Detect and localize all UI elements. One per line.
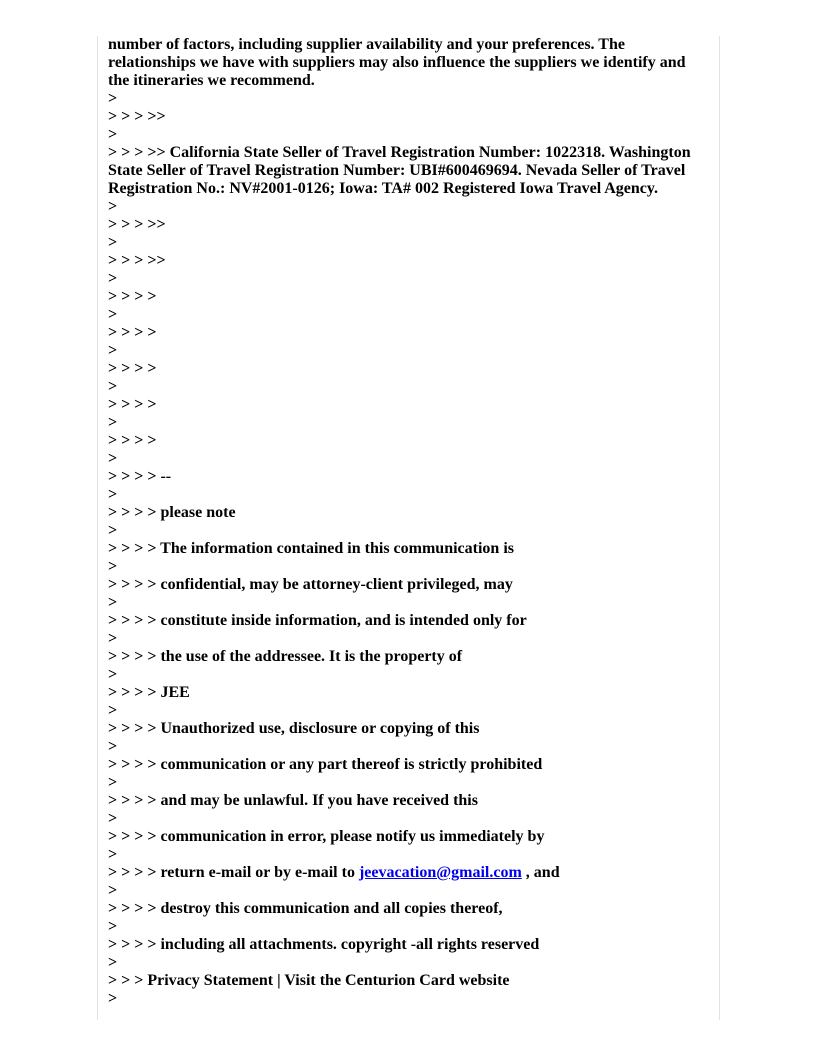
disclaimer-line: > > > > Unauthorized use, disclosure or copying of this [108,720,480,737]
quote-marker: > [108,666,118,683]
quote-marker: > [108,486,118,503]
quote-marker: > [108,918,118,935]
disclaimer-line: > > > > JEE [108,684,190,701]
quote-marker: > [108,846,118,863]
email-body [108,36,708,1008]
disclaimer-line: > > > > including all attachments. copyright -all rights reserved [108,936,540,953]
disclaimer-line: > > > > communication in error, please notify us immediately by [108,828,545,845]
quote-marker: > [108,954,118,971]
disclaimer-line: > > > > communication or any part thereof is strictly prohibited [108,756,543,773]
quote-marker: > [108,450,118,467]
registration-paragraph: > > > >> California State Seller of Travel Registration Number: 1022318. Washington State Seller of Travel Registration Number: UBI#600469694. Nevada Seller of Travel Registration No.: NV#2001-0126; Iowa: TA# 002 Registered Iowa Travel Agency. [108,144,691,197]
quote-marker: > [108,126,118,143]
disclaimer-line: > > > > the use of the addressee. It is the property of [108,648,463,665]
right-margin-rule [719,36,720,1020]
quote-line: > > > >> [108,108,166,125]
quote-marker: > [108,774,118,791]
signature-separator: > > > > -- [108,468,172,485]
disclaimer-line: > > > > and may be unlawful. If you have received this [108,792,478,809]
quote-marker: > [108,306,118,323]
email-address-link[interactable]: jeevacation@gmail.com [358,864,522,881]
quote-marker: > [108,882,118,899]
disclaimer-line: > > > > destroy this communication and all copies thereof, [108,900,503,917]
quote-marker: > [108,522,118,539]
disclaimer-line-with-email [108,864,708,882]
quote-line: > > > > [108,360,157,377]
please-note-line: > > > > please note [108,504,236,521]
disclaimer-text: > > > > return e-mail or by e-mail to [108,864,359,881]
quote-line: > > > > [108,324,157,341]
quote-marker: > [108,558,118,575]
disclaimer-line: > > > > constitute inside information, and is intended only for [108,612,527,629]
privacy-statement-line: > > > Privacy Statement | Visit the Centurion Card website [108,972,510,989]
intro-paragraph: number of factors, including supplier availability and your preferences. The relationships we have with suppliers may also influence the suppliers we identify and the itineraries we recommend. [108,36,686,89]
quote-marker: > [108,738,118,755]
quote-marker: > [108,630,118,647]
quote-line: > > > >> [108,252,166,269]
quote-marker: > [108,378,118,395]
quote-marker: > [108,810,118,827]
quote-marker: > [108,594,118,611]
quote-marker: > [108,234,118,251]
quote-line: > > > > [108,288,157,305]
quote-line: > > > >> [108,216,166,233]
quote-line: > > > > [108,396,157,413]
quote-marker: > [108,270,118,287]
disclaimer-text: , and [521,864,560,881]
quote-line: > > > > [108,432,157,449]
quote-marker: > [108,702,118,719]
disclaimer-line: > > > > The information contained in this communication is [108,540,514,557]
quote-marker: > [108,198,118,215]
quote-marker: > [108,414,118,431]
quote-marker: > [108,342,118,359]
left-margin-rule [97,36,98,1020]
quote-marker: > [108,90,118,107]
quote-marker: > [108,990,118,1007]
disclaimer-line: > > > > confidential, may be attorney-client privileged, may [108,576,513,593]
